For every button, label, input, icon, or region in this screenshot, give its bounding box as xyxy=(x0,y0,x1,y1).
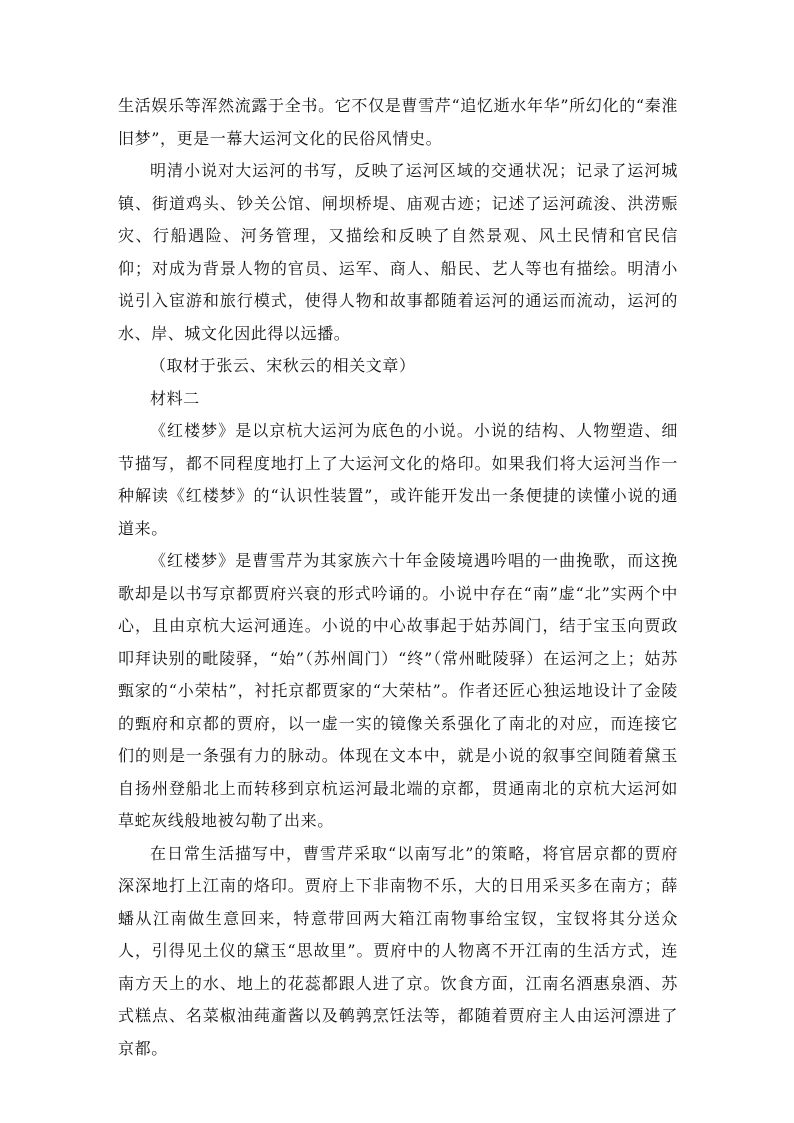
material-heading: 材料二 xyxy=(150,388,200,408)
paragraph-south-north-centers: 《红楼梦》是曹雪芹为其家族六十年金陵境遇吟唱的一曲挽歌，而这挽歌却是以书写京都贾府兴衰的形式吟诵的。小说中存在“南”虚“北”实两个中心，且由京杭大运河通连。小说的中心故事起于姑苏阊门，结于宝玉向贾政叩拜诀别的毗陵驿，“始”（苏州阊门）“终”（常州毗陵驿）在运河之上；姑苏甄家的“小荣枯”，衬托京都贾家的“大荣枯”。作者还匠心独运地设计了金陵的甄府和京都的贾府，以一虚一实的镜像关系强化了南北的对应，而连接它们的则是一条强有力的脉动。体现在文本中，就是小说的叙事空间随着黛玉自扬州登船北上而转移到京杭运河最北端的京都，贯通南北的京杭大运河如草蛇灰线般地被勾勒了出来。 xyxy=(118,551,678,830)
document-page xyxy=(118,90,678,1065)
paragraph-daily-life: 在日常生活描写中，曹雪芹采取“以南写北”的策略，将官居京都的贾府深深地打上江南的烙印。贾府上下非南物不乐，大的日用采买多在南方；薛蟠从江南做生意回来，特意带回两大箱江南物事给宝钗，宝钗将其分送众人，引得见土仪的黛玉“思故里”。贾府中的人物离不开江南的生活方式，连南方天上的水、地上的花蕊都跟人进了京。饮食方面，江南名酒惠泉酒、苏式糕点、名菜椒油莼齑酱以及鹌鹑烹饪法等，都随着贾府主人由运河漂进了京都。 xyxy=(118,843,678,1058)
paragraph-continuation: 生活娱乐等浑然流露于全书。它不仅是曹雪芹“追忆逝水年华”所幻化的“秦淮旧梦”，更是一幕大运河文化的民俗风情史。 xyxy=(118,96,678,148)
paragraph-hongloumeng-intro: 《红楼梦》是以京杭大运河为底色的小说。小说的结构、人物塑造、细节描写，都不同程度地打上了大运河文化的烙印。如果我们将大运河当作一种解读《红楼梦》的“认识性装置”，或许能开发出一条便捷的读懂小说的通道来。 xyxy=(118,421,678,538)
source-note: （取材于张云、宋秋云的相关文章） xyxy=(150,356,416,375)
paragraph-ming-qing-novels: 明清小说对大运河的书写，反映了运河区域的交通状况；记录了运河城镇、街道鸡头、钞关公馆、闸坝桥堤、庙观古迹；记述了运河疏浚、洪涝赈灾、行船遇险、河务管理，又描绘和反映了自然景观、风土民情和官民信仰；对成为背景人物的官员、运军、商人、船民、艺人等也有描绘。明清小说引入宦游和旅行模式，使得人物和故事都随着运河的通运而流动，运河的水、岸、城文化因此得以远播。 xyxy=(118,161,678,343)
